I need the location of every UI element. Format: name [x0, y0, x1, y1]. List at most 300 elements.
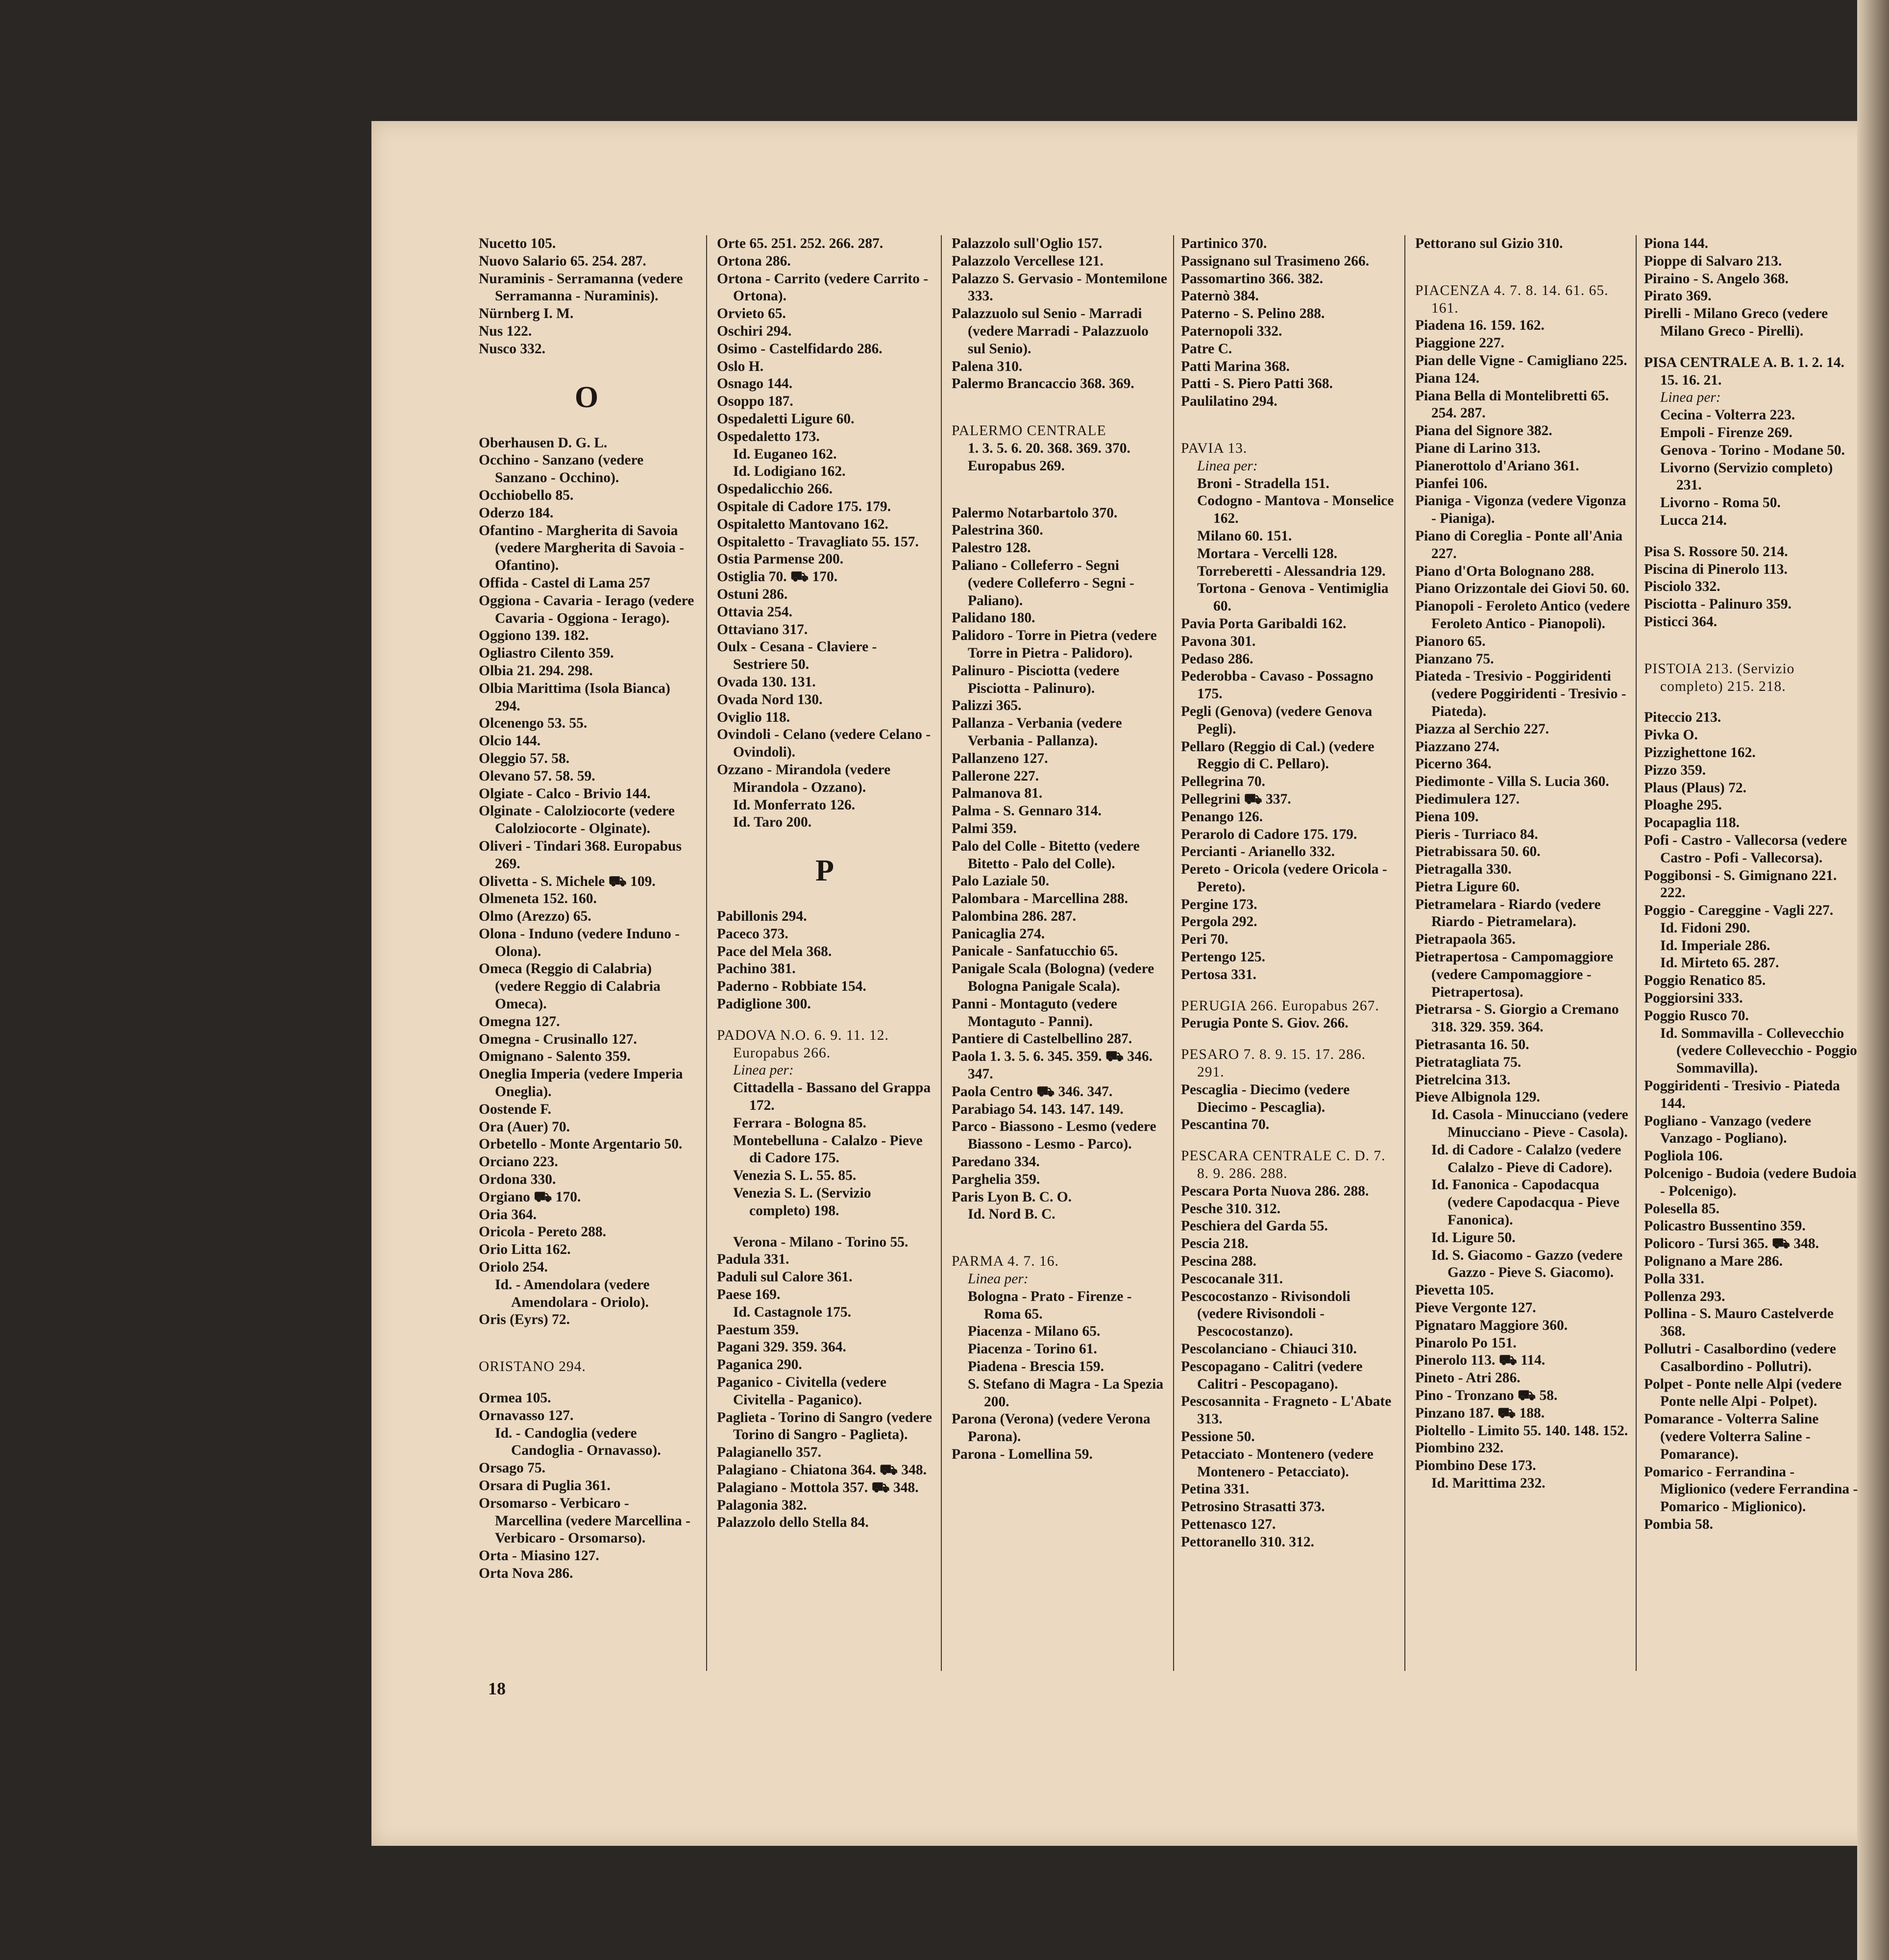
- index-entry: Parona (Verona) (vedere Verona Parona).: [952, 1411, 1151, 1445]
- index-entry: Oderzo 184.: [479, 505, 554, 521]
- index-entry: Olcio 144.: [479, 733, 541, 749]
- index-entry: Pollutri - Casalbordino (vedere Casalbordino - Pollutri).: [1644, 1341, 1836, 1374]
- index-entry: Pavona 301.: [1181, 633, 1256, 649]
- index-entry: Palagonia 382.: [717, 1497, 807, 1513]
- index-entry: Palizzi 365.: [952, 698, 1022, 714]
- index-entry: Piadena 16. 159. 162.: [1415, 318, 1545, 334]
- index-entry: Poggio - Careggine - Vagli 227.: [1644, 903, 1834, 919]
- index-entry: Verona - Milano - Torino 55.: [733, 1234, 908, 1250]
- index-entry: Mortara - Vercelli 128.: [1197, 545, 1338, 562]
- index-entry: Pietrasanta 16. 50.: [1415, 1037, 1529, 1053]
- index-entry: Pessione 50.: [1181, 1429, 1255, 1445]
- index-entry: Paola Centro ⛟ 346. 347.: [952, 1083, 1113, 1100]
- index-entry: Milano 60. 151.: [1197, 528, 1292, 544]
- index-entry: Pertosa 331.: [1181, 966, 1257, 982]
- index-entry: Id. Ligure 50.: [1431, 1229, 1516, 1246]
- index-entry: Ospedalicchio 266.: [717, 481, 833, 497]
- index-entry: Ospedaletti Ligure 60.: [717, 411, 855, 427]
- index-entry: Palinuro - Pisciotta (vedere Pisciotta - Palinuro).: [952, 662, 1120, 696]
- index-entry: Piano Orizzontale dei Giovi 50. 60.: [1415, 581, 1629, 597]
- index-entry: Ormea 105.: [479, 1390, 551, 1406]
- index-entry: Pescantina 70.: [1181, 1117, 1270, 1133]
- index-entry: Pegli (Genova) (vedere Genova Pegli).: [1181, 703, 1373, 737]
- index-entry: Pianiga - Vigonza (vedere Vigonza - Pianiga).: [1415, 493, 1626, 527]
- index-entry: Parghelia 359.: [952, 1171, 1040, 1187]
- index-entry: Ospitaletto - Travagliato 55. 157.: [717, 534, 919, 550]
- index-entry: Id. Fanonica - Capodacqua (vedere Capodacqua - Pieve Fanonica).: [1431, 1177, 1619, 1228]
- index-entry: Pellegrini ⛟ 337.: [1181, 791, 1291, 807]
- index-entry: Panicale - Sanfatucchio 65.: [952, 943, 1118, 959]
- index-entry: Occhino - Sanzano (vedere Sanzano - Occhino).: [479, 452, 644, 486]
- index-entry: Olginate - Calolziocorte (vedere Calolziocorte - Olginate).: [479, 803, 675, 837]
- index-entry: Pescosannita - Fragneto - L'Abate 313.: [1181, 1394, 1392, 1427]
- index-entry: Ostuni 286.: [717, 586, 788, 602]
- index-entry: Palidano 180.: [952, 610, 1035, 626]
- index-entry: Pescolanciano - Chiauci 310.: [1181, 1341, 1357, 1357]
- index-entry: Petacciato - Montenero (vedere Montenero - Petacciato).: [1181, 1446, 1374, 1480]
- index-entry: Omeca (Reggio di Calabria) (vedere Reggio di Calabria Omeca).: [479, 961, 661, 1012]
- index-entry: Pisciolo 332.: [1644, 579, 1720, 595]
- index-entry: S. Stefano di Magra - La Spezia 200.: [968, 1376, 1164, 1410]
- index-entry: Paceco 373.: [717, 926, 788, 942]
- index-entry: PESCARA CENTRALE C. D. 7. 8. 9. 286. 288.: [1181, 1148, 1386, 1182]
- index-entry: Oberhausen D. G. L.: [479, 435, 608, 451]
- index-entry: Ortona 286.: [717, 253, 791, 269]
- index-entry: Piteccio 213.: [1644, 710, 1721, 726]
- index-entry: Plaus (Plaus) 72.: [1644, 780, 1746, 796]
- index-entry: Orvieto 65.: [717, 306, 786, 322]
- index-entry: Parabiago 54. 143. 147. 149.: [952, 1101, 1124, 1117]
- index-entry: Oricola - Pereto 288.: [479, 1224, 606, 1240]
- index-entry: Palermo Notarbartolo 370.: [952, 505, 1118, 521]
- index-entry: 1. 3. 5. 6. 20. 368. 369. 370. Europabus 269.: [968, 440, 1130, 474]
- index-entry: Ofantino - Margherita di Savoia (vedere Margherita di Savoia - Ofantino).: [479, 522, 685, 574]
- index-entry: Orgiano ⛟ 170.: [479, 1189, 581, 1205]
- index-entry: Venezia S. L. (Servizio completo) 198.: [733, 1185, 871, 1219]
- index-entry: Pietrapaola 365.: [1415, 931, 1516, 948]
- index-entry: Orsara di Puglia 361.: [479, 1478, 611, 1494]
- index-entry: Bologna - Prato - Firenze - Roma 65.: [968, 1288, 1132, 1322]
- index-entry: Polcenigo - Budoia (vedere Budoia - Polcenigo).: [1644, 1166, 1857, 1199]
- index-entry: Livorno - Roma 50.: [1660, 495, 1781, 511]
- index-entry: Paredano 334.: [952, 1154, 1040, 1170]
- index-entry: Ospitale di Cadore 175. 179.: [717, 498, 891, 514]
- index-entry: Poggio Renatico 85.: [1644, 973, 1766, 989]
- index-entry: Parona - Lomellina 59.: [952, 1446, 1093, 1462]
- index-entry: Paternò 384.: [1181, 288, 1259, 304]
- index-entry: Picerno 364.: [1415, 756, 1492, 772]
- index-entry: Nus 122.: [479, 323, 532, 339]
- index-entry: Id. Casola - Minucciano (vedere Minucciano - Pieve - Casola).: [1431, 1107, 1628, 1141]
- index-entry: Polla 331.: [1644, 1271, 1704, 1287]
- index-entry: Ornavasso 127.: [479, 1407, 574, 1423]
- index-entry: Pomarico - Ferrandina - Miglionico (vedere Ferrandina - Pomarico - Miglionico).: [1644, 1464, 1858, 1515]
- index-entry: PISTOIA 213. (Servizio completo) 215. 218.: [1644, 661, 1795, 694]
- index-entry: Palagiano - Chiatona 364. ⛟ 348.: [717, 1462, 927, 1478]
- index-entry: Palmi 359.: [952, 820, 1017, 836]
- index-entry: Pianfei 106.: [1415, 475, 1488, 491]
- index-entry: Orta Nova 286.: [479, 1565, 573, 1581]
- index-entry: Pisciotta - Palinuro 359.: [1644, 596, 1791, 612]
- index-entry: Codogno - Mantova - Monselice 162.: [1197, 493, 1394, 527]
- index-entry: Policoro - Tursi 365. ⛟ 348.: [1644, 1236, 1819, 1252]
- index-entry: PALERMO CENTRALE: [952, 423, 1106, 439]
- index-entry: Piombino 232.: [1415, 1440, 1504, 1456]
- index-entry: Occhiobello 85.: [479, 487, 574, 503]
- page-edge: [1857, 0, 1889, 1960]
- section-letter: O: [574, 380, 599, 414]
- index-entry: ORISTANO 294.: [479, 1359, 586, 1375]
- index-entry: Olivetta - S. Michele ⛟ 109.: [479, 873, 656, 889]
- index-entry: Torreberetti - Alessandria 129.: [1197, 563, 1386, 579]
- index-entry: Id. - Amendolara (vedere Amendolara - Oriolo).: [495, 1276, 650, 1310]
- index-entry: Paterno - S. Pelino 288.: [1181, 306, 1325, 322]
- index-entry: Pantiere di Castelbellino 287.: [952, 1031, 1132, 1047]
- index-entry: Ostiglia 70. ⛟ 170.: [717, 569, 838, 585]
- section-letter: P: [815, 854, 834, 888]
- index-entry: Palagianello 357.: [717, 1445, 822, 1461]
- index-entry: Piacenza - Milano 65.: [968, 1323, 1101, 1340]
- index-entry: Perugia Ponte S. Giov. 266.: [1181, 1015, 1349, 1031]
- index-entry: Olmeneta 152. 160.: [479, 891, 597, 907]
- index-entry: Pieve Vergonte 127.: [1415, 1300, 1536, 1316]
- index-entry: Pietra Ligure 60.: [1415, 879, 1520, 895]
- index-entry: Pogliola 106.: [1644, 1148, 1723, 1164]
- index-entry: Livorno (Servizio completo) 231.: [1660, 460, 1833, 493]
- index-entry: Id. Castagnole 175.: [733, 1304, 851, 1320]
- index-entry: Polignano a Mare 286.: [1644, 1253, 1783, 1270]
- index-entry: Peschiera del Garda 55.: [1181, 1218, 1328, 1234]
- index-entry: Percianti - Arianello 332.: [1181, 844, 1335, 860]
- index-entry: Pescina 288.: [1181, 1253, 1257, 1270]
- index-entry: Paderno - Robbiate 154.: [717, 979, 866, 995]
- index-entry: Ovada Nord 130.: [717, 691, 823, 708]
- index-entry: Paliano - Colleferro - Segni (vedere Colleferro - Segni - Paliano).: [952, 557, 1134, 609]
- index-entry: Pergine 173.: [1181, 896, 1257, 912]
- index-entry: Paduli sul Calore 361.: [717, 1269, 853, 1285]
- index-entry: Palestro 128.: [952, 540, 1031, 556]
- index-entry: Pinarolo Po 151.: [1415, 1335, 1517, 1351]
- index-entry: Piraino - S. Angelo 368.: [1644, 270, 1789, 287]
- index-entry: Oggiona - Cavaria - Ierago (vedere Cavaria - Oggiona - Ierago).: [479, 592, 694, 626]
- index-entry: Piano d'Orta Bolognano 288.: [1415, 563, 1595, 579]
- index-entry: Pachino 381.: [717, 961, 796, 977]
- index-entry: Olbia Marittima (Isola Bianca) 294.: [479, 680, 670, 714]
- index-entry: Pietrapertosa - Campomaggiore (vedere Campomaggiore - Pietrapertosa).: [1415, 949, 1614, 1000]
- index-entry: Panni - Montaguto (vedere Montaguto - Panni).: [952, 996, 1117, 1029]
- index-entry: Oschiri 294.: [717, 323, 792, 339]
- index-entry: Id. di Cadore - Calalzo (vedere Calalzo - Pieve di Cadore).: [1431, 1142, 1621, 1176]
- index-entry: Id. Mirteto 65. 287.: [1660, 955, 1779, 971]
- index-entry: Oria 364.: [479, 1206, 537, 1223]
- index-entry: Patti Marina 368.: [1181, 358, 1290, 374]
- index-entry: Poggio Rusco 70.: [1644, 1007, 1749, 1024]
- index-entry: Id. Lodigiano 162.: [733, 464, 846, 480]
- index-entry: Omegna - Crusinallo 127.: [479, 1031, 637, 1047]
- column-divider: [1636, 235, 1637, 1671]
- index-entry: Montebelluna - Calalzo - Pieve di Cadore 175.: [733, 1132, 923, 1166]
- index-entry: Piombino Dese 173.: [1415, 1458, 1536, 1474]
- index-entry: Piane di Larino 313.: [1415, 440, 1541, 456]
- index-entry: Ovindoli - Celano (vedere Celano - Ovindoli).: [717, 727, 931, 760]
- index-entry: Palazzolo dello Stella 84.: [717, 1515, 869, 1531]
- index-entry: Olevano 57. 58. 59.: [479, 768, 595, 784]
- index-entry: Osimo - Castelfidardo 286.: [717, 341, 883, 357]
- index-entry: Oviglio 118.: [717, 709, 790, 725]
- index-entry: Pagani 329. 359. 364.: [717, 1339, 846, 1355]
- index-entry: Palo del Colle - Bitetto (vedere Bitetto - Palo del Colle).: [952, 838, 1140, 872]
- index-entry: Pescaglia - Diecimo (vedere Diecimo - Pescaglia).: [1181, 1081, 1350, 1115]
- index-entry: Poggibonsi - S. Gimignano 221. 222.: [1644, 867, 1837, 901]
- index-entry: Orte 65. 251. 252. 266. 287.: [717, 236, 883, 251]
- index-entry: Panicaglia 274.: [952, 926, 1045, 942]
- index-entry: Partinico 370.: [1181, 236, 1267, 251]
- index-entry: Pergola 292.: [1181, 914, 1257, 930]
- index-entry: Linea per:: [1197, 458, 1258, 474]
- index-entry: Omignano - Salento 359.: [479, 1049, 631, 1065]
- index-entry: Padula 331.: [717, 1251, 789, 1268]
- index-entry: Ottaviano 317.: [717, 621, 808, 637]
- index-entry: Offida - Castel di Lama 257: [479, 575, 650, 591]
- index-entry: Pallanza - Verbania (vedere Verbania - Pallanza).: [952, 715, 1122, 749]
- index-entry: Ovada 130. 131.: [717, 674, 816, 690]
- index-entry: Peri 70.: [1181, 931, 1228, 948]
- index-entry: Paris Lyon B. C. O.: [952, 1189, 1072, 1205]
- index-entry: Palazzo S. Gervasio - Montemilone 333.: [952, 270, 1167, 304]
- index-entry: Pinzano 187. ⛟ 188.: [1415, 1405, 1545, 1421]
- index-entry: Ortona - Carrito (vedere Carrito - Ortona).: [717, 270, 929, 304]
- index-entry: Id. Taro 200.: [733, 814, 812, 831]
- index-entry: Oostende F.: [479, 1101, 552, 1117]
- column-divider: [706, 235, 707, 1671]
- index-entry: Id. - Candoglia (vedere Candoglia - Ornavasso).: [495, 1425, 661, 1459]
- index-entry: Olgiate - Calco - Brivio 144.: [479, 785, 651, 802]
- index-entry: Pietragalla 330.: [1415, 861, 1512, 878]
- index-entry: Paulilatino 294.: [1181, 393, 1277, 410]
- index-entry: Pescocostanzo - Rivisondoli (vedere Rivisondoli - Pescocostanzo).: [1181, 1288, 1350, 1340]
- index-entry: Paola 1. 3. 5. 6. 345. 359. ⛟ 346. 347.: [952, 1049, 1153, 1082]
- index-entry: Paganico - Civitella (vedere Civitella - Paganico).: [717, 1374, 886, 1408]
- index-entry: Petina 331.: [1181, 1481, 1250, 1497]
- column-divider: [1404, 235, 1405, 1671]
- index-entry: Id. Sommavilla - Collevecchio (vedere Collevecchio - Poggio Sommavilla).: [1660, 1025, 1857, 1077]
- index-entry: Polpet - Ponte nelle Alpi (vedere Ponte nelle Alpi - Polpet).: [1644, 1376, 1842, 1410]
- index-entry: Pietrabissara 50. 60.: [1415, 844, 1541, 860]
- index-entry: Nuraminis - Serramanna (vedere Serramanna - Nuraminis).: [479, 270, 683, 304]
- index-entry: Palena 310.: [952, 358, 1023, 374]
- index-entry: Palazzuolo sul Senio - Marradi (vedere Marradi - Palazzuolo sul Senio).: [952, 306, 1149, 357]
- index-entry: Padiglione 300.: [717, 996, 811, 1012]
- index-entry: Nürnberg I. M.: [479, 306, 574, 322]
- index-entry: PARMA 4. 7. 16.: [952, 1253, 1059, 1270]
- index-entry: Nuovo Salario 65. 254. 287.: [479, 253, 646, 269]
- index-entry: Paganica 290.: [717, 1357, 802, 1373]
- index-entry: Ospitaletto Mantovano 162.: [717, 516, 888, 532]
- index-entry: Id. Fidoni 290.: [1660, 920, 1750, 936]
- index-entry: Broni - Stradella 151.: [1197, 475, 1329, 491]
- index-entry: Piena 109.: [1415, 808, 1479, 825]
- index-entry: Id. Marittima 232.: [1431, 1475, 1546, 1491]
- index-entry: Pisa S. Rossore 50. 214.: [1644, 543, 1788, 560]
- index-column-3: [952, 235, 1167, 1681]
- index-entry: Piscina di Pinerolo 113.: [1644, 561, 1788, 577]
- index-entry: Piacenza - Torino 61.: [968, 1341, 1097, 1357]
- index-entry: Palagiano - Mottola 357. ⛟ 348.: [717, 1479, 919, 1495]
- index-entry: Nucetto 105.: [479, 236, 556, 251]
- index-entry: Palo Laziale 50.: [952, 873, 1050, 889]
- index-entry: Orciano 223.: [479, 1154, 558, 1170]
- index-entry: Orio Litta 162.: [479, 1242, 571, 1258]
- index-entry: Palombina 286. 287.: [952, 908, 1077, 924]
- index-entry: Pianoro 65.: [1415, 633, 1486, 649]
- index-entry: Paestum 359.: [717, 1322, 799, 1338]
- index-entry: Piadena - Brescia 159.: [968, 1359, 1104, 1375]
- index-entry: PERUGIA 266. Europabus 267.: [1181, 998, 1379, 1014]
- index-entry: Passomartino 366. 382.: [1181, 270, 1324, 287]
- index-column-1: [479, 235, 694, 1681]
- index-entry: Osoppo 187.: [717, 393, 793, 410]
- index-entry: Id. Nord B. C.: [968, 1206, 1055, 1223]
- index-entry: Id. Imperiale 286.: [1660, 937, 1770, 954]
- column-divider: [941, 235, 942, 1671]
- index-entry: Pellegrina 70.: [1181, 774, 1266, 790]
- index-entry: Oneglia Imperia (vedere Imperia Oneglia).: [479, 1066, 683, 1100]
- index-entry: Ottavia 254.: [717, 604, 793, 620]
- column-divider: [1173, 235, 1174, 1671]
- index-entry: Pietratagliata 75.: [1415, 1054, 1521, 1070]
- index-entry: Pioppe di Salvaro 213.: [1644, 253, 1782, 269]
- index-entry: Olmo (Arezzo) 65.: [479, 908, 591, 925]
- index-entry: Empoli - Firenze 269.: [1660, 424, 1792, 441]
- index-entry: Nusco 332.: [479, 341, 546, 357]
- index-entry: Oriolo 254.: [479, 1259, 548, 1275]
- index-entry: Pianerottolo d'Ariano 361.: [1415, 458, 1579, 474]
- index-entry: Pietrarsa - S. Giorgio a Cremano 318. 329. 359. 364.: [1415, 1002, 1619, 1035]
- index-entry: Ospedaletto 173.: [717, 428, 820, 444]
- index-entry: Paese 169.: [717, 1287, 781, 1303]
- index-entry: PESARO 7. 8. 9. 15. 17. 286. 291.: [1181, 1047, 1366, 1080]
- index-entry: Palombara - Marcellina 288.: [952, 891, 1128, 907]
- index-entry: Penango 126.: [1181, 808, 1263, 825]
- index-entry: Ferrara - Bologna 85.: [733, 1115, 866, 1131]
- index-entry: Orsomarso - Verbicaro - Marcellina (vedere Marcellina - Verbicaro - Orsomarso).: [479, 1495, 690, 1546]
- index-entry: Osnago 144.: [717, 376, 793, 392]
- index-entry: Oulx - Cesana - Claviere - Sestriere 50.: [717, 639, 877, 673]
- index-entry: Venezia S. L. 55. 85.: [733, 1168, 857, 1184]
- index-entry: Ostia Parmense 200.: [717, 551, 844, 567]
- index-entry: Pirato 369.: [1644, 288, 1712, 304]
- index-entry: Petrosino Strasatti 373.: [1181, 1499, 1325, 1515]
- index-entry: Pettorano sul Gizio 310.: [1415, 236, 1563, 251]
- index-entry: Pace del Mela 368.: [717, 943, 832, 959]
- index-entry: Oliveri - Tindari 368. Europabus 269.: [479, 838, 682, 872]
- index-entry: Ora (Auer) 70.: [479, 1119, 570, 1135]
- index-entry: Pianzano 75.: [1415, 651, 1494, 667]
- index-entry: Palazzolo sull'Oglio 157.: [952, 236, 1103, 251]
- index-entry: Poggiorsini 333.: [1644, 990, 1743, 1006]
- index-entry: Ploaghe 295.: [1644, 797, 1722, 813]
- index-entry: Passignano sul Trasimeno 266.: [1181, 253, 1370, 269]
- index-entry: Piazzano 274.: [1415, 738, 1500, 755]
- index-entry: Pineto - Atri 286.: [1415, 1370, 1521, 1386]
- index-entry: Palestrina 360.: [952, 522, 1043, 539]
- index-entry: Tortona - Genova - Ventimiglia 60.: [1197, 581, 1389, 614]
- index-entry: Pizzighettone 162.: [1644, 744, 1756, 760]
- index-entry: Piana Bella di Montelibretti 65. 254. 287.: [1415, 388, 1609, 421]
- index-entry: Genova - Torino - Modane 50.: [1660, 442, 1845, 458]
- index-entry: Id. Euganeo 162.: [733, 446, 837, 462]
- index-entry: Orta - Miasino 127.: [479, 1548, 599, 1564]
- index-entry: Palermo Brancaccio 368. 369.: [952, 376, 1134, 392]
- index-entry: Pellaro (Reggio di Cal.) (vedere Reggio di C. Pellaro).: [1181, 738, 1374, 772]
- page-number: 18: [488, 1679, 506, 1698]
- index-entry: Piedimulera 127.: [1415, 791, 1520, 807]
- index-entry: Omegna 127.: [479, 1013, 560, 1029]
- index-entry: Pettenasco 127.: [1181, 1516, 1276, 1532]
- index-entry: Pallerone 227.: [952, 768, 1039, 784]
- index-entry: Orsago 75.: [479, 1460, 546, 1476]
- index-entry: Pocapaglia 118.: [1644, 815, 1740, 831]
- index-entry: Pievetta 105.: [1415, 1282, 1494, 1298]
- index-entry: Perarolo di Cadore 175. 179.: [1181, 826, 1357, 842]
- index-entry: Pianopoli - Feroleto Antico (vedere Feroleto Antico - Pianopoli).: [1415, 598, 1630, 632]
- index-entry: Oris (Eyrs) 72.: [479, 1312, 570, 1328]
- index-entry: Pescara Porta Nuova 286. 288.: [1181, 1183, 1369, 1199]
- index-entry: PISA CENTRALE A. B. 1. 2. 14. 15. 16. 21.: [1644, 354, 1844, 388]
- index-entry: Pinerolo 113. ⛟ 114.: [1415, 1352, 1546, 1369]
- index-entry: Parco - Biassono - Lesmo (vedere Biassono - Lesmo - Parco).: [952, 1119, 1156, 1152]
- index-entry: Linea per:: [733, 1062, 794, 1078]
- index-column-6: [1644, 235, 1861, 1681]
- index-entry: Piana 124.: [1415, 370, 1480, 386]
- index-entry: Pian delle Vigne - Camigliano 225.: [1415, 352, 1627, 368]
- index-entry: Pombia 58.: [1644, 1516, 1713, 1532]
- index-column-2: [717, 235, 932, 1681]
- index-entry: Oleggio 57. 58.: [479, 750, 570, 766]
- index-entry: Piana del Signore 382.: [1415, 423, 1552, 439]
- index-entry: Piona 144.: [1644, 236, 1709, 251]
- index-entry: Palma - S. Gennaro 314.: [952, 803, 1102, 819]
- index-entry: Ordona 330.: [479, 1172, 556, 1188]
- index-entry: Paglieta - Torino di Sangro (vedere Torino di Sangro - Paglieta).: [717, 1409, 932, 1443]
- index-entry: Pino - Tronzano ⛟ 58.: [1415, 1388, 1558, 1403]
- index-entry: Pescopagano - Calitri (vedere Calitri - Pescopagano).: [1181, 1358, 1363, 1392]
- index-entry: PIACENZA 4. 7. 8. 14. 61. 65. 161.: [1415, 282, 1609, 316]
- index-entry: Cittadella - Bassano del Grappa 172.: [733, 1080, 931, 1114]
- index-entry: Pietrelcina 313.: [1415, 1072, 1511, 1088]
- index-entry: Pereto - Oricola (vedere Oricola - Pereto).: [1181, 861, 1387, 895]
- index-entry: Orbetello - Monte Argentario 50.: [479, 1136, 683, 1152]
- index-entry: Pescocanale 311.: [1181, 1271, 1283, 1287]
- index-entry: Id. S. Giacomo - Gazzo (vedere Gazzo - Pieve S. Giacomo).: [1431, 1247, 1623, 1281]
- index-entry: Pesche 310. 312.: [1181, 1200, 1281, 1217]
- index-entry: Pieve Albignola 129.: [1415, 1089, 1540, 1105]
- index-entry: Lucca 214.: [1660, 512, 1727, 528]
- index-entry: Pivka O.: [1644, 727, 1698, 743]
- index-column-5: [1415, 235, 1633, 1681]
- index-entry: Pedaso 286.: [1181, 651, 1253, 667]
- index-entry: Palazzolo Vercellese 121.: [952, 253, 1104, 269]
- index-entry: Pioltello - Limito 55. 140. 148. 152.: [1415, 1422, 1628, 1439]
- index-entry: Poggiridenti - Tresivio - Piateda 144.: [1644, 1078, 1840, 1111]
- index-entry: Pisticci 364.: [1644, 613, 1717, 630]
- index-entry: Pignataro Maggiore 360.: [1415, 1317, 1568, 1333]
- index-entry: Olbia 21. 294. 298.: [479, 662, 593, 679]
- index-entry: Linea per:: [1660, 390, 1721, 406]
- index-entry: Pofi - Castro - Vallecorsa (vedere Castro - Pofi - Vallecorsa).: [1644, 832, 1847, 866]
- index-entry: Piano di Coreglia - Ponte all'Ania 227.: [1415, 528, 1623, 562]
- index-entry: Pomarance - Volterra Saline (vedere Volterra Saline - Pomarance).: [1644, 1411, 1819, 1462]
